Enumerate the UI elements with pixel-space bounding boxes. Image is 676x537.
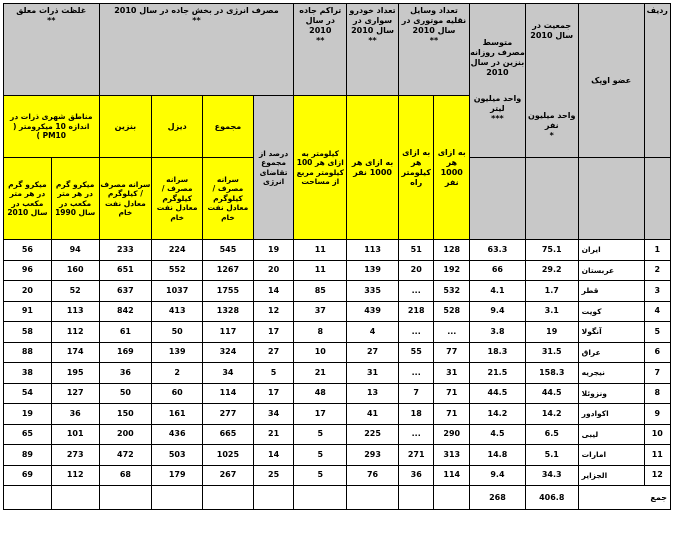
cell-member: الجزایر: [578, 465, 644, 486]
cell-vehicles-perkm: 271: [398, 445, 434, 466]
cell-population: 1.7: [525, 281, 578, 302]
cell-energy-share: 34: [253, 404, 294, 425]
totals-blank: [51, 486, 99, 510]
cell-fuel: 63.3: [470, 240, 526, 261]
header-energy-gasoline: بنزین: [99, 96, 152, 158]
cell-road-density: 11: [294, 240, 347, 261]
header-energy-share: درصد از مجموع تقاضای انرژی: [253, 96, 294, 240]
header-cars: [347, 4, 399, 96]
cell-pm-1990: 127: [51, 383, 99, 404]
table-row: [4, 424, 671, 445]
cell-population: 6.5: [525, 424, 578, 445]
cell-energy-gasoline: 651: [99, 260, 152, 281]
cell-road-density: 48: [294, 383, 347, 404]
cell-member: امارات: [578, 445, 644, 466]
table-row: [4, 363, 671, 384]
cell-energy-share: 19: [253, 240, 294, 261]
cell-energy-diesel: 50: [152, 322, 203, 343]
header-vehicles: [398, 4, 469, 96]
cell-member: ونزوئلا: [578, 383, 644, 404]
header-energy-title: مصرف انرژی در بخش جاده در سال 2010: [114, 6, 279, 15]
cell-vehicles-per1000: 77: [434, 342, 470, 363]
header-fuel-unit: واحد میلیون لیتر: [473, 93, 522, 113]
cell-population: 44.5: [525, 383, 578, 404]
cell-energy-diesel: 139: [152, 342, 203, 363]
table-row: [4, 404, 671, 425]
cell-energy-share: 5: [253, 363, 294, 384]
cell-road-density: 5: [294, 465, 347, 486]
cell-rank: 9: [644, 404, 670, 425]
cell-vehicles-per1000: 71: [434, 404, 470, 425]
cell-vehicles-perkm: 55: [398, 342, 434, 363]
header-pm-2010: میکرو گرم در هر متر مکعب در سال 2010: [4, 158, 52, 240]
cell-rank: 10: [644, 424, 670, 445]
cell-fuel: 18.3: [470, 342, 526, 363]
totals-blank: [434, 486, 470, 510]
header-population-unit: واحد میلیون نفر: [527, 110, 576, 130]
cell-energy-gasoline: 169: [99, 342, 152, 363]
table-row: [4, 301, 671, 322]
cell-fuel: 14.2: [470, 404, 526, 425]
cell-fuel: 14.8: [470, 445, 526, 466]
header-road-title: تراکم جاده در سال 2010: [299, 6, 342, 35]
cell-rank: 4: [644, 301, 670, 322]
cell-energy-diesel: 436: [152, 424, 203, 445]
header-fuel-title: متوسط مصرف روزانه بنزین در سال 2010: [470, 37, 525, 77]
cell-fuel: 44.5: [470, 383, 526, 404]
cell-member: لیبی: [578, 424, 644, 445]
cell-pm-2010: 96: [4, 260, 52, 281]
cell-energy-total: 1267: [203, 260, 254, 281]
cell-fuel: 9.4: [470, 465, 526, 486]
cell-vehicles-perkm: 7: [398, 383, 434, 404]
cell-energy-total: 277: [203, 404, 254, 425]
cell-energy-diesel: 179: [152, 465, 203, 486]
cell-pm-1990: 174: [51, 342, 99, 363]
cell-energy-total: 1328: [203, 301, 254, 322]
cell-energy-share: 21: [253, 424, 294, 445]
cell-road-density: 10: [294, 342, 347, 363]
cell-energy-share: 20: [253, 260, 294, 281]
cell-vehicles-per1000: 71: [434, 383, 470, 404]
cell-energy-gasoline: 36: [99, 363, 152, 384]
cell-cars-per1000: 4: [347, 322, 399, 343]
totals-fuel: 268: [470, 486, 526, 510]
cell-energy-total: 545: [203, 240, 254, 261]
cell-member: کویت: [578, 301, 644, 322]
cell-pm-2010: 19: [4, 404, 52, 425]
cell-energy-gasoline: 68: [99, 465, 152, 486]
cell-cars-per1000: 225: [347, 424, 399, 445]
header-fuel: [470, 4, 526, 158]
cell-pm-2010: 38: [4, 363, 52, 384]
cell-energy-gasoline: 233: [99, 240, 152, 261]
header-rank: ردیف: [644, 4, 670, 158]
header-fuel-blank: [470, 158, 526, 240]
cell-member: آنگولا: [578, 322, 644, 343]
cell-rank: 1: [644, 240, 670, 261]
cell-pm-1990: 101: [51, 424, 99, 445]
cell-cars-per1000: 113: [347, 240, 399, 261]
cell-vehicles-perkm: 18: [398, 404, 434, 425]
cell-rank: 5: [644, 322, 670, 343]
cell-road-density: 5: [294, 445, 347, 466]
cell-population: 19: [525, 322, 578, 343]
cell-member: عربستان: [578, 260, 644, 281]
header-population-note: *: [549, 130, 554, 140]
cell-rank: 6: [644, 342, 670, 363]
header-pm-note: **: [47, 16, 56, 25]
cell-energy-diesel: 224: [152, 240, 203, 261]
header-vehicles-perkm: به ازای هر کیلومتر راه: [398, 96, 434, 240]
cell-energy-share: 14: [253, 445, 294, 466]
cell-pm-2010: 89: [4, 445, 52, 466]
table-row: [4, 445, 671, 466]
cell-rank: 8: [644, 383, 670, 404]
cell-vehicles-per1000: 528: [434, 301, 470, 322]
cell-population: 14.2: [525, 404, 578, 425]
totals-population: 406.8: [525, 486, 578, 510]
cell-road-density: 17: [294, 404, 347, 425]
cell-road-density: 21: [294, 363, 347, 384]
header-cars-per1000: به ازای هر 1000 نفر: [347, 96, 399, 240]
cell-energy-total: 114: [203, 383, 254, 404]
cell-fuel: 21.5: [470, 363, 526, 384]
cell-energy-gasoline: 61: [99, 322, 152, 343]
header-member: عضو اوپک: [578, 4, 644, 158]
cell-cars-per1000: 41: [347, 404, 399, 425]
cell-member: اکوادور: [578, 404, 644, 425]
cell-road-density: 8: [294, 322, 347, 343]
cell-energy-gasoline: 637: [99, 281, 152, 302]
cell-pm-1990: 112: [51, 322, 99, 343]
cell-cars-per1000: 13: [347, 383, 399, 404]
cell-population: 158.3: [525, 363, 578, 384]
cell-member: قطر: [578, 281, 644, 302]
header-cars-note: **: [368, 36, 377, 45]
cell-rank: 12: [644, 465, 670, 486]
cell-road-density: 85: [294, 281, 347, 302]
header-fuel-note: ***: [491, 113, 504, 123]
cell-fuel: 3.8: [470, 322, 526, 343]
cell-pm-1990: 94: [51, 240, 99, 261]
header-cars-title: تعداد خودرو سواری در سال 2010: [349, 6, 396, 35]
totals-blank: [347, 486, 399, 510]
cell-energy-gasoline: 150: [99, 404, 152, 425]
cell-cars-per1000: 31: [347, 363, 399, 384]
cell-vehicles-per1000: 114: [434, 465, 470, 486]
cell-energy-gasoline: 50: [99, 383, 152, 404]
cell-pm-1990: 160: [51, 260, 99, 281]
header-pop-blank: [525, 158, 578, 240]
table-row: [4, 465, 671, 486]
cell-pm-1990: 52: [51, 281, 99, 302]
totals-row: [4, 486, 671, 510]
header-population-title: جمعیت در سال 2010: [530, 20, 574, 40]
cell-pm-1990: 195: [51, 363, 99, 384]
header-pm-1990: میکرو گرم در هر متر مکعب در سال 1990: [51, 158, 99, 240]
header-pm-title: غلظت ذرات معلق: [16, 6, 87, 15]
cell-population: 5.1: [525, 445, 578, 466]
cell-member: عراق: [578, 342, 644, 363]
table-row: [4, 281, 671, 302]
cell-energy-share: 12: [253, 301, 294, 322]
cell-energy-diesel: 2: [152, 363, 203, 384]
totals-blank: [294, 486, 347, 510]
cell-population: 75.1: [525, 240, 578, 261]
table-row: [4, 322, 671, 343]
cell-fuel: 66: [470, 260, 526, 281]
cell-energy-diesel: 60: [152, 383, 203, 404]
cell-energy-gasoline: 472: [99, 445, 152, 466]
header-road-note: **: [316, 36, 325, 45]
cell-vehicles-per1000: ...: [434, 322, 470, 343]
cell-energy-diesel: 413: [152, 301, 203, 322]
totals-blank: [203, 486, 254, 510]
cell-energy-total: 1755: [203, 281, 254, 302]
cell-pm-1990: 113: [51, 301, 99, 322]
header-pm: [4, 4, 100, 96]
cell-energy-total: 665: [203, 424, 254, 445]
cell-pm-1990: 273: [51, 445, 99, 466]
cell-fuel: 4.1: [470, 281, 526, 302]
table-row: [4, 383, 671, 404]
cell-pm-1990: 36: [51, 404, 99, 425]
cell-pm-2010: 91: [4, 301, 52, 322]
header-energy-note: **: [192, 16, 201, 25]
cell-energy-share: 17: [253, 383, 294, 404]
cell-fuel: 4.5: [470, 424, 526, 445]
cell-energy-gasoline: 842: [99, 301, 152, 322]
cell-road-density: 11: [294, 260, 347, 281]
cell-pm-2010: 69: [4, 465, 52, 486]
cell-pm-2010: 56: [4, 240, 52, 261]
header-energy-total-unit: سرانه مصرف / کیلوگرم معادل نفت خام: [203, 158, 254, 240]
opec-energy-table: [3, 3, 671, 510]
cell-energy-diesel: 1037: [152, 281, 203, 302]
header-vehicles-per1000: به ازای هر 1000 نفر: [434, 96, 470, 240]
cell-vehicles-per1000: 192: [434, 260, 470, 281]
cell-vehicles-per1000: 290: [434, 424, 470, 445]
cell-vehicles-perkm: 218: [398, 301, 434, 322]
cell-vehicles-perkm: ...: [398, 363, 434, 384]
cell-cars-per1000: 139: [347, 260, 399, 281]
totals-blank: [398, 486, 434, 510]
cell-vehicles-perkm: 20: [398, 260, 434, 281]
cell-vehicles-perkm: ...: [398, 281, 434, 302]
cell-road-density: 37: [294, 301, 347, 322]
cell-population: 31.5: [525, 342, 578, 363]
totals-blank: [4, 486, 52, 510]
cell-rank: 11: [644, 445, 670, 466]
table-row: [4, 342, 671, 363]
cell-vehicles-perkm: 36: [398, 465, 434, 486]
totals-blank: [99, 486, 152, 510]
cell-energy-share: 27: [253, 342, 294, 363]
cell-cars-per1000: 27: [347, 342, 399, 363]
totals-blank: [253, 486, 294, 510]
cell-pm-1990: 112: [51, 465, 99, 486]
cell-energy-diesel: 503: [152, 445, 203, 466]
cell-vehicles-per1000: 532: [434, 281, 470, 302]
cell-pm-2010: 65: [4, 424, 52, 445]
cell-cars-per1000: 439: [347, 301, 399, 322]
cell-energy-diesel: 552: [152, 260, 203, 281]
table-container: [3, 3, 671, 510]
cell-energy-total: 267: [203, 465, 254, 486]
header-member-blank: [578, 158, 644, 240]
cell-rank: 7: [644, 363, 670, 384]
cell-member: نیجریه: [578, 363, 644, 384]
table-body: [4, 240, 671, 486]
cell-pm-2010: 20: [4, 281, 52, 302]
cell-population: 3.1: [525, 301, 578, 322]
cell-energy-share: 17: [253, 322, 294, 343]
cell-pm-2010: 58: [4, 322, 52, 343]
cell-vehicles-per1000: 313: [434, 445, 470, 466]
header-population: [525, 4, 578, 158]
cell-road-density: 5: [294, 424, 347, 445]
cell-pm-2010: 54: [4, 383, 52, 404]
cell-cars-per1000: 335: [347, 281, 399, 302]
cell-energy-total: 34: [203, 363, 254, 384]
header-pm-sub: مناطق شهری ذرات در اندازه 10 میکرومتر ( PM10 ): [4, 96, 100, 158]
totals-blank: [152, 486, 203, 510]
cell-energy-total: 117: [203, 322, 254, 343]
cell-vehicles-per1000: 128: [434, 240, 470, 261]
cell-cars-per1000: 76: [347, 465, 399, 486]
header-vehicles-title: تعداد وسایل نقلیه موتوری در سال 2010: [401, 6, 467, 35]
header-energy-gasoline-unit: سرانه مصرف / کیلوگرم معادل نفت خام: [99, 158, 152, 240]
cell-energy-total: 324: [203, 342, 254, 363]
table-row: [4, 240, 671, 261]
cell-vehicles-perkm: ...: [398, 322, 434, 343]
cell-energy-share: 25: [253, 465, 294, 486]
cell-population: 34.3: [525, 465, 578, 486]
header-energy-total: مجموع: [203, 96, 254, 158]
cell-energy-share: 14: [253, 281, 294, 302]
cell-energy-total: 1025: [203, 445, 254, 466]
header-energy: [99, 4, 294, 96]
cell-vehicles-perkm: ...: [398, 424, 434, 445]
cell-vehicles-per1000: 31: [434, 363, 470, 384]
header-energy-diesel: دیزل: [152, 96, 203, 158]
cell-fuel: 9.4: [470, 301, 526, 322]
totals-label: [578, 486, 670, 510]
header-rank-blank: [644, 158, 670, 240]
cell-vehicles-perkm: 51: [398, 240, 434, 261]
totals-label-text: جمع: [650, 492, 667, 502]
cell-energy-gasoline: 200: [99, 424, 152, 445]
table-row: [4, 260, 671, 281]
cell-member: ایران: [578, 240, 644, 261]
header-energy-diesel-unit: سرانه مصرف / کیلوگرم معادل نفت خام: [152, 158, 203, 240]
header-road-sub: کیلومتر به ازای هر 100 کیلومتر مربع از مساحت: [294, 96, 347, 240]
cell-population: 29.2: [525, 260, 578, 281]
cell-pm-2010: 88: [4, 342, 52, 363]
cell-rank: 2: [644, 260, 670, 281]
header-road: [294, 4, 347, 96]
cell-energy-diesel: 161: [152, 404, 203, 425]
cell-cars-per1000: 293: [347, 445, 399, 466]
cell-rank: 3: [644, 281, 670, 302]
header-vehicles-note: **: [429, 36, 439, 45]
